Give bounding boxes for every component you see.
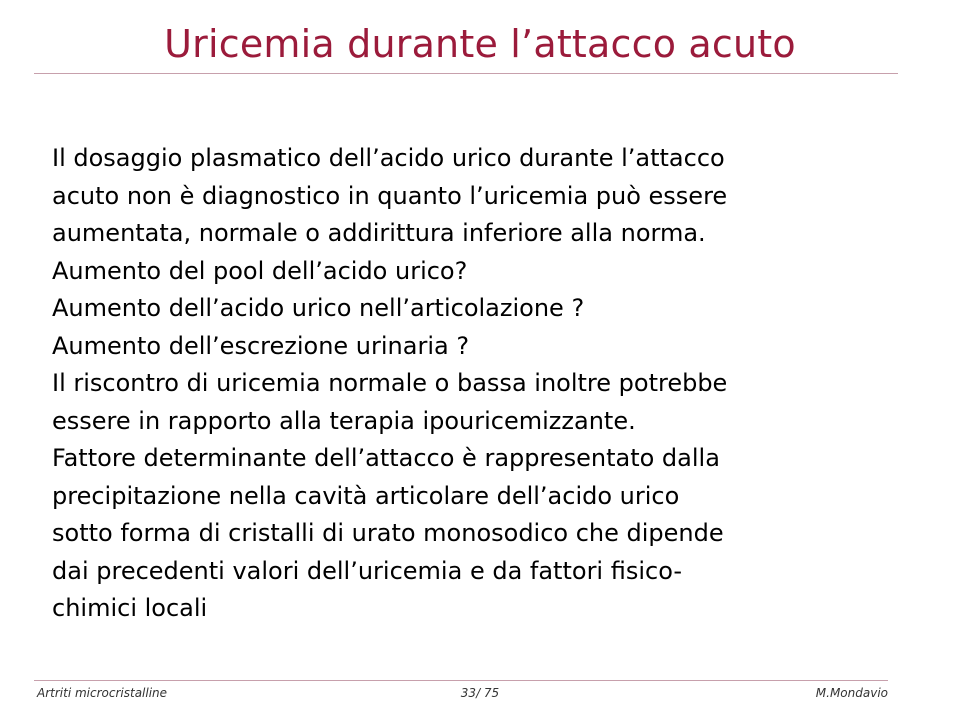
body-line: sotto forma di cristalli di urato monosodico che dipende: [52, 519, 724, 547]
body-line: Fattore determinante dell’attacco è rappresentato dalla: [52, 444, 720, 472]
body-line: Aumento dell’acido urico nell’articolazione ?: [52, 294, 585, 322]
body-line: acuto non è diagnostico in quanto l’uricemia può essere: [52, 181, 728, 210]
body-line: precipitazione nella cavità articolare dell’acido urico: [52, 481, 680, 510]
body-line: Aumento dell’escrezione urinaria ?: [52, 331, 470, 360]
footer-divider: [34, 680, 888, 681]
body-line: dai precedenti valori dell’uricemia e da fattori fisico-: [52, 556, 682, 585]
body-line: aumentata, normale o addirittura inferiore alla norma.: [52, 219, 706, 247]
footer-page-number: 33/ 75: [460, 686, 500, 700]
slide-title: Uricemia durante l’attacco acuto: [164, 22, 796, 66]
body-line: Aumento del pool dell’acido urico?: [52, 256, 468, 285]
footer-author: M.Mondavio: [815, 686, 888, 700]
slide-body: [52, 140, 912, 628]
title-divider: [34, 73, 898, 74]
body-line: essere in rapporto alla terapia ipouricemizzante.: [52, 406, 636, 435]
body-line: Il dosaggio plasmatico dell’acido urico durante l’attacco: [52, 144, 725, 172]
body-line: chimici locali: [52, 594, 208, 622]
footer-course-title: Artriti microcristalline: [37, 686, 168, 700]
body-line: Il riscontro di uricemia normale o bassa inoltre potrebbe: [52, 369, 728, 397]
